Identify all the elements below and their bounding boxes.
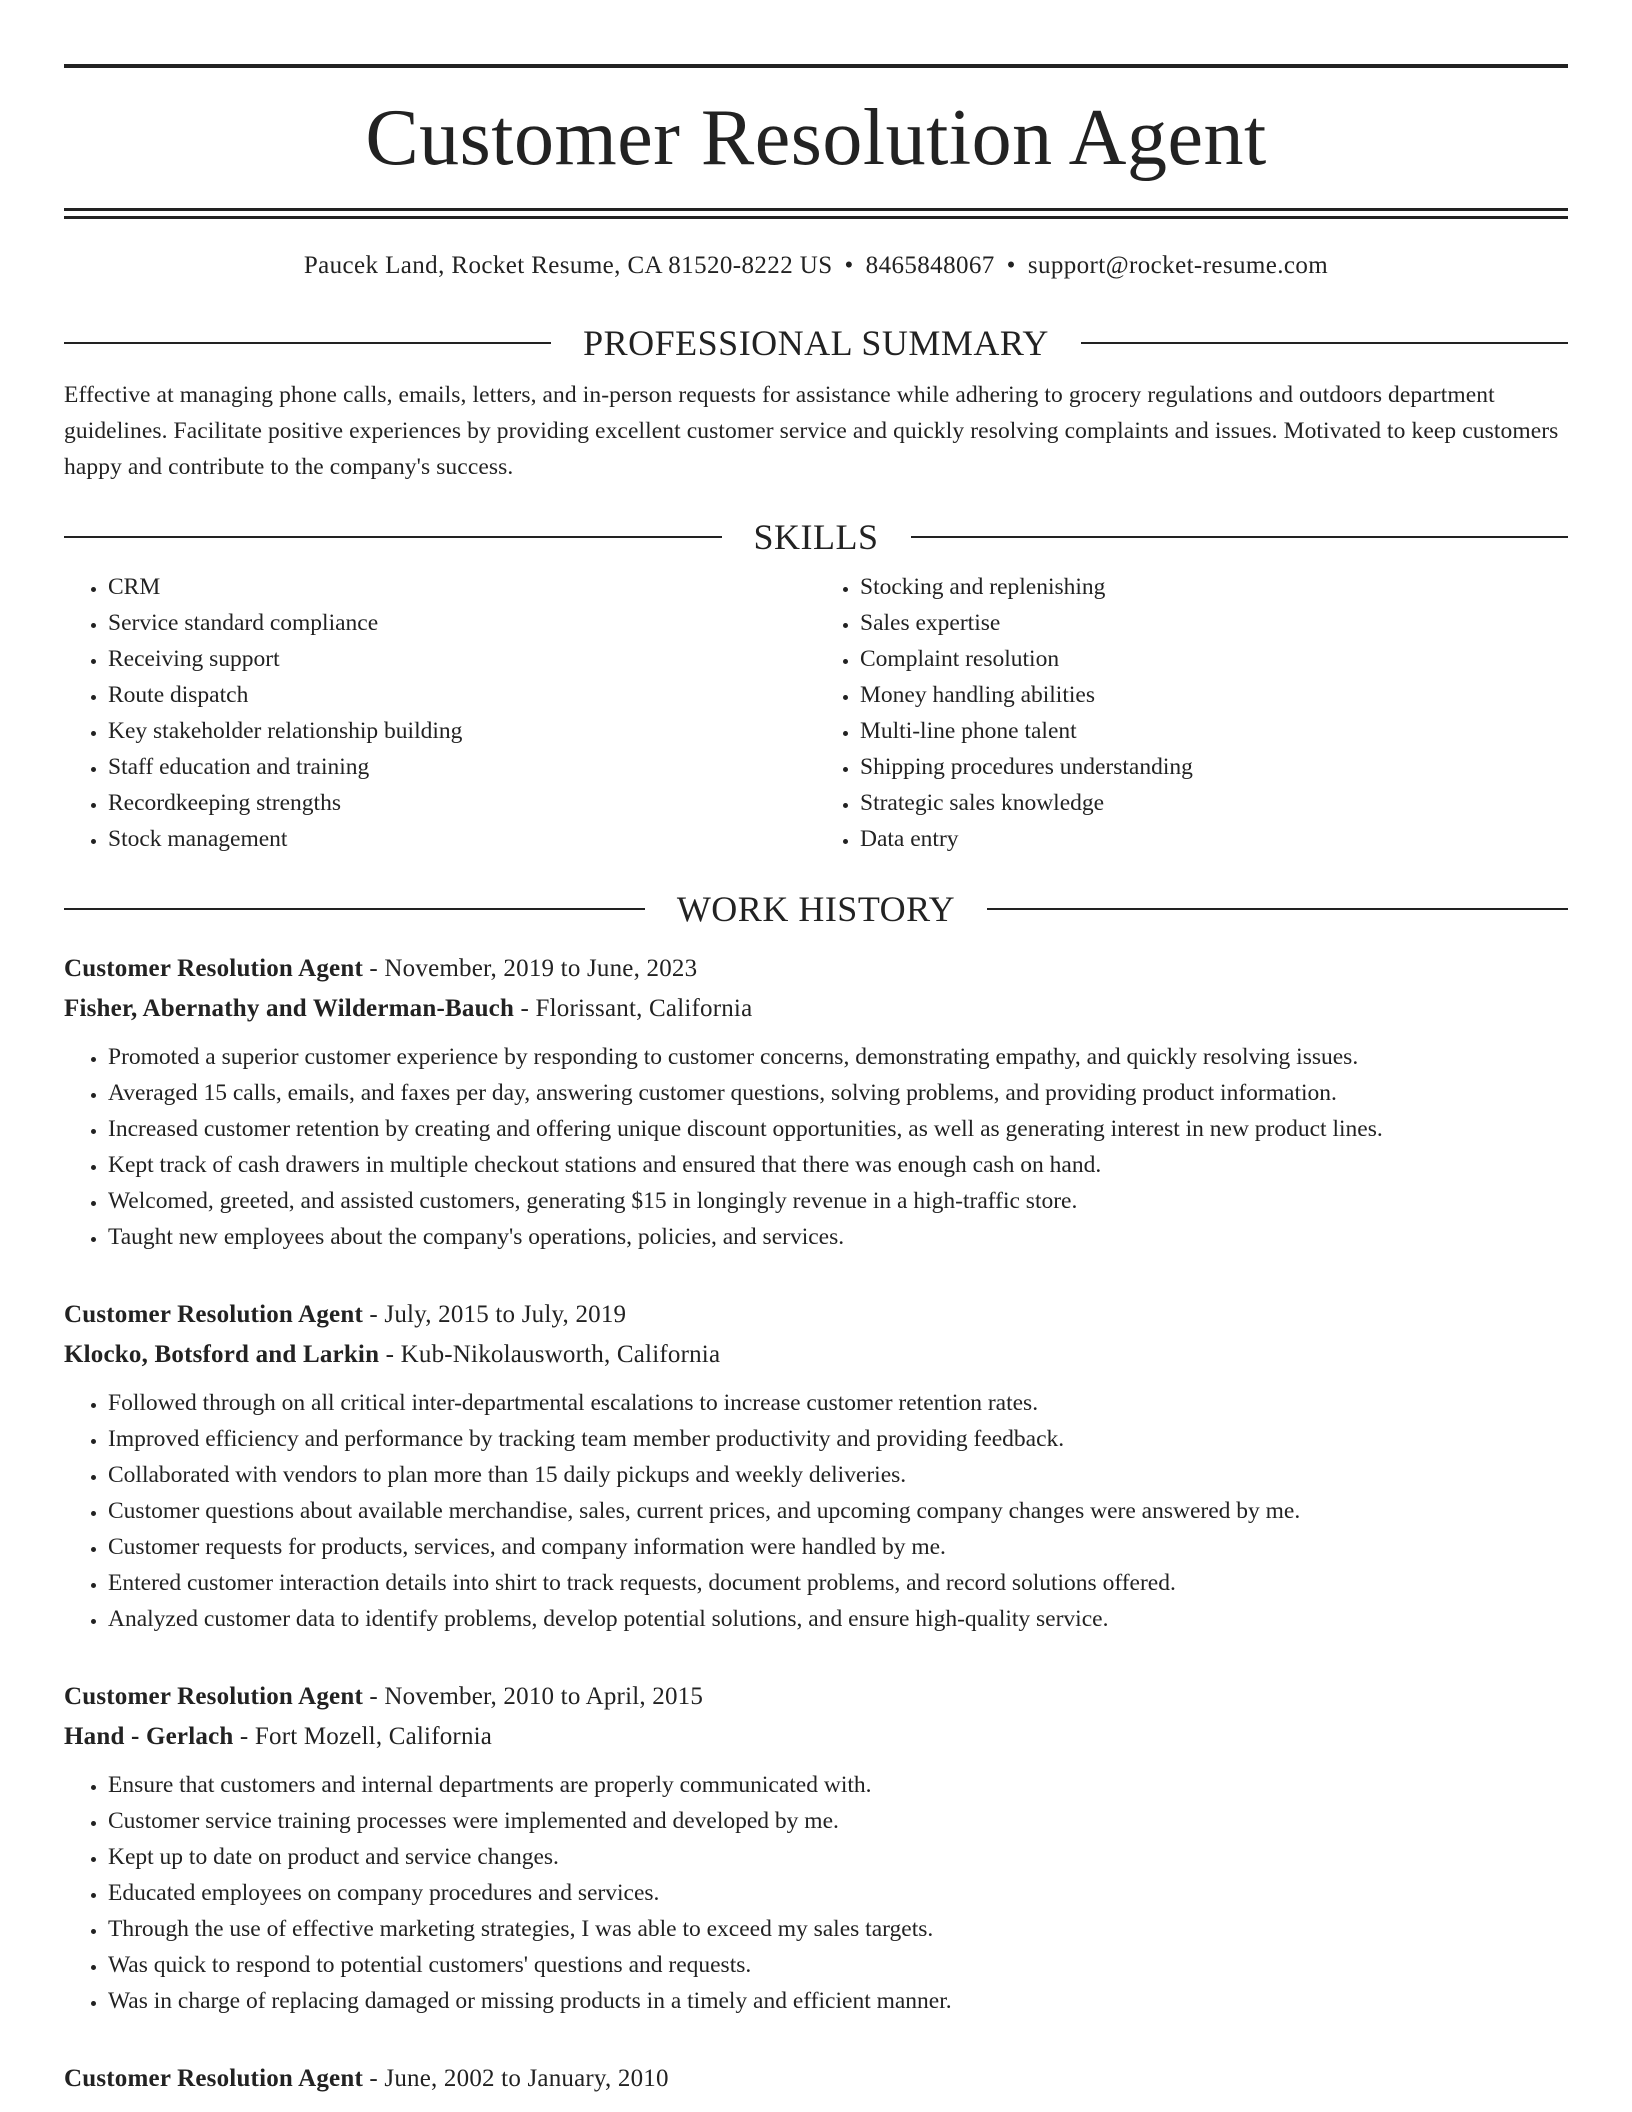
job-location: - Fort Mozell, California — [233, 1723, 493, 1750]
job-company: Klocko, Botsford and Larkin — [64, 1341, 380, 1368]
skills-column-right — [816, 569, 1568, 857]
job-dates: - November, 2010 to April, 2015 — [362, 1683, 704, 1710]
heading-rule-left — [64, 536, 722, 538]
resume-title: Customer Resolution Agent — [365, 94, 1267, 182]
job-bullet: • Followed through on all critical inter-departmental escalations to increase customer retention rates. — [108, 1385, 1568, 1421]
skill-item: • Sales expertise — [860, 605, 1568, 641]
job-bullet: • Customer questions about available merchandise, sales, current prices, and upcoming company changes were answered by me. — [108, 1493, 1568, 1529]
job-bullet: • Increased customer retention by creating and offering unique discount opportunities, as well as generating interest in new product lines. — [108, 1111, 1568, 1147]
skill-item: • Multi-line phone talent — [860, 713, 1568, 749]
contact-separator: • — [844, 252, 854, 279]
summary-heading — [64, 321, 1568, 365]
job-title: Customer Resolution Agent — [64, 1683, 363, 1710]
title-double-rule — [64, 208, 1568, 219]
skill-item: • Service standard compliance — [108, 605, 816, 641]
job-bullet: • Improved efficiency and performance by tracking team member productivity and providing feedback. — [108, 1421, 1568, 1457]
job-bullet: • Kept up to date on product and service changes. — [108, 1839, 1568, 1875]
heading-rule-left — [64, 342, 551, 344]
heading-rule-right — [1081, 342, 1568, 344]
job-title-line — [64, 1295, 1568, 1335]
work-history-heading-label: WORK HISTORY — [676, 889, 956, 929]
job-bullets — [64, 1385, 1568, 1637]
resume-page — [64, 0, 1568, 2099]
skills-heading — [64, 515, 1568, 559]
job-title-line — [64, 949, 1568, 989]
job-bullet: • Kept track of cash drawers in multiple checkout stations and ensured that there was enough cash on hand. — [108, 1147, 1568, 1183]
job-bullets — [64, 1767, 1568, 2019]
job-bullet: • Entered customer interaction details into shirt to track requests, document problems, and record solutions offered. — [108, 1565, 1568, 1601]
skill-item: • Receiving support — [108, 641, 816, 677]
job-dates: - July, 2015 to July, 2019 — [362, 1301, 627, 1328]
heading-rule-right — [987, 908, 1568, 910]
heading-rule-right — [911, 536, 1569, 538]
skill-item: • Route dispatch — [108, 677, 816, 713]
job-company-line — [64, 989, 1568, 1029]
job-location: - Florissant, California — [514, 995, 753, 1022]
job-location: - Kub-Nikolausworth, California — [379, 1341, 721, 1368]
job-title-line — [64, 2059, 1568, 2099]
job-title-line — [64, 1677, 1568, 1717]
skill-item: • Recordkeeping strengths — [108, 785, 816, 821]
job-bullet: • Analyzed customer data to identify problems, develop potential solutions, and ensure high-quality service. — [108, 1601, 1568, 1637]
skill-item: • Complaint resolution — [860, 641, 1568, 677]
skill-item: • CRM — [108, 569, 816, 605]
contact-phone: 8465848067 — [865, 252, 995, 279]
job-bullet: • Averaged 15 calls, emails, and faxes per day, answering customer questions, solving problems, and providing product information. — [108, 1075, 1568, 1111]
contact-email: support@rocket-resume.com — [1027, 252, 1329, 279]
job-bullet: • Was quick to respond to potential customers' questions and requests. — [108, 1947, 1568, 1983]
job-entry — [64, 2059, 1568, 2099]
skill-item: • Strategic sales knowledge — [860, 785, 1568, 821]
job-entry — [64, 1295, 1568, 1637]
job-company-line — [64, 1717, 1568, 1757]
skills-list — [64, 569, 1568, 857]
skill-item: • Money handling abilities — [860, 677, 1568, 713]
job-company: Hand - Gerlach — [64, 1723, 234, 1750]
skill-item: • Key stakeholder relationship building — [108, 713, 816, 749]
job-company-line — [64, 1335, 1568, 1375]
job-company: Fisher, Abernathy and Wilderman-Bauch — [64, 995, 515, 1022]
job-bullet: • Ensure that customers and internal departments are properly communicated with. — [108, 1767, 1568, 1803]
skills-heading-label: SKILLS — [753, 517, 879, 557]
top-rule — [64, 64, 1568, 68]
job-bullet: • Was in charge of replacing damaged or missing products in a timely and efficient manner. — [108, 1983, 1568, 2019]
job-entry — [64, 949, 1568, 1255]
work-history-heading — [64, 887, 1568, 931]
heading-rule-left — [64, 908, 645, 910]
contact-address: Paucek Land, Rocket Resume, CA 81520-8222 US — [303, 252, 833, 279]
job-title: Customer Resolution Agent — [64, 1301, 363, 1328]
skill-item: • Stocking and replenishing — [860, 569, 1568, 605]
contact-line — [64, 249, 1568, 283]
contact-separator: • — [1006, 252, 1016, 279]
skill-item: • Data entry — [860, 821, 1568, 857]
job-bullet: • Welcomed, greeted, and assisted customers, generating $15 in longingly revenue in a high-traffic store. — [108, 1183, 1568, 1219]
job-bullet: • Taught new employees about the company's operations, policies, and services. — [108, 1219, 1568, 1255]
summary-text: Effective at managing phone calls, emails, letters, and in-person requests for assistance while adhering to grocery regulations and outdoors department guidelines. Facilitate positive experiences by providing excellent customer service and quickly resolving complaints and issues. Motivated to keep customers happy and contribute to the company's success. — [64, 382, 1559, 480]
job-title: Customer Resolution Agent — [64, 955, 363, 982]
job-title: Customer Resolution Agent — [64, 2065, 363, 2092]
skills-column-left — [64, 569, 816, 857]
job-bullet: • Collaborated with vendors to plan more than 15 daily pickups and weekly deliveries. — [108, 1457, 1568, 1493]
skill-item: • Stock management — [108, 821, 816, 857]
job-bullet: • Educated employees on company procedures and services. — [108, 1875, 1568, 1911]
job-dates: - June, 2002 to January, 2010 — [362, 2065, 669, 2092]
job-bullets — [64, 1039, 1568, 1255]
job-bullet: • Through the use of effective marketing strategies, I was able to exceed my sales targets. — [108, 1911, 1568, 1947]
job-bullet: • Customer service training processes were implemented and developed by me. — [108, 1803, 1568, 1839]
skill-item: • Shipping procedures understanding — [860, 749, 1568, 785]
job-dates: - November, 2019 to June, 2023 — [362, 955, 698, 982]
job-bullet: • Promoted a superior customer experience by responding to customer concerns, demonstrating empathy, and quickly resolving issues. — [108, 1039, 1568, 1075]
summary-heading-label: PROFESSIONAL SUMMARY — [583, 323, 1049, 363]
job-bullet: • Customer requests for products, services, and company information were handled by me. — [108, 1529, 1568, 1565]
job-entry — [64, 1677, 1568, 2019]
skill-item: • Staff education and training — [108, 749, 816, 785]
